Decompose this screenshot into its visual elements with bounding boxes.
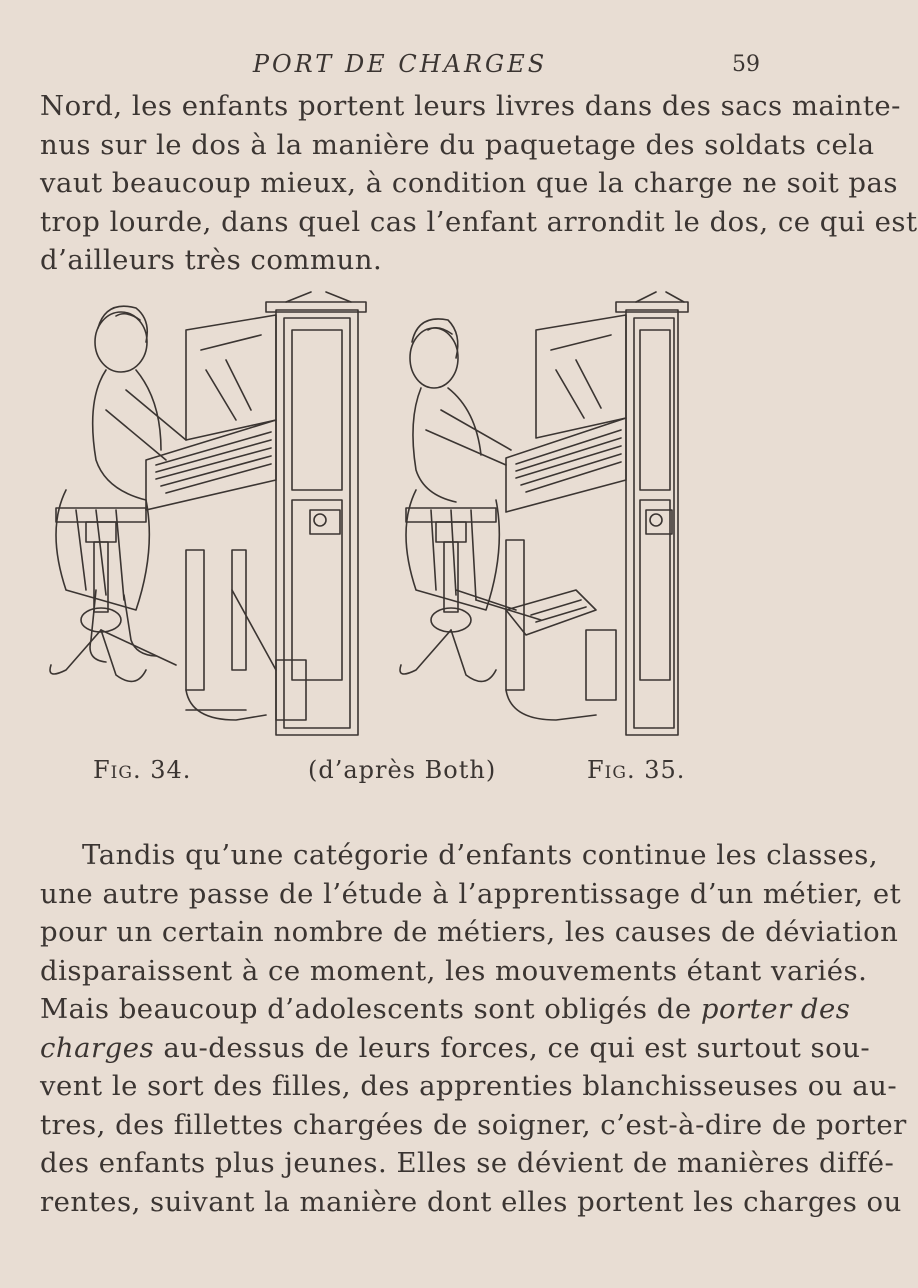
caption-fig-35: Fig. 35. xyxy=(587,756,686,784)
piano-figures-drawing xyxy=(36,290,728,750)
text-line: rentes, suivant la manière dont elles portent les charges ou xyxy=(40,1185,902,1218)
text-line: vaut beaucoup mieux, à condition que la charge ne soit pas xyxy=(40,167,898,199)
text-line: d’ailleurs très commun. xyxy=(40,244,383,276)
text-line xyxy=(40,990,851,1029)
page-header xyxy=(40,46,760,82)
paragraph-2 xyxy=(40,836,907,1221)
text-line: des enfants plus jeunes. Elles se dévient de manières diffé- xyxy=(40,1147,895,1179)
text-segment: Mais beaucoup d’adolescents sont obligés de xyxy=(40,993,701,1025)
caption-fig-34: Fig. 34. xyxy=(93,756,192,784)
text-line: nus sur le dos à la manière du paquetage des soldats cela xyxy=(40,128,875,161)
text-line: tres, des fillettes chargées de soigner, c’est-à-dire de porter xyxy=(40,1108,907,1141)
text-line: une autre passe de l’étude à l’apprentissage d’un métier, et xyxy=(40,877,902,910)
figure-34-drawing xyxy=(50,292,366,735)
text-segment: au-dessus de leurs forces, ce qui est surtout sou- xyxy=(154,1031,871,1064)
text-line: trop lourde, dans quel cas l’enfant arrondit le dos, ce qui est xyxy=(40,205,918,238)
paragraph-1 xyxy=(40,87,918,280)
caption-attribution: (d’après Both) xyxy=(308,756,497,784)
text-line: pour un certain nombre de métiers, les causes de déviation xyxy=(40,916,899,948)
page-number: 59 xyxy=(732,52,760,77)
text-line: Nord, les enfants portent leurs livres dans des sacs mainte- xyxy=(40,90,901,122)
text-line: Tandis qu’une catégorie d’enfants continue les classes, xyxy=(82,839,879,871)
running-title: PORT DE CHARGES xyxy=(252,50,548,78)
text-line: disparaissent à ce moment, les mouvements étant variés. xyxy=(40,954,868,987)
italic-text: charges xyxy=(40,1031,155,1064)
figure-caption xyxy=(40,756,762,790)
text-line xyxy=(40,1029,871,1068)
italic-text: porter des xyxy=(700,993,851,1025)
text-line: vent le sort des filles, des apprenties blanchisseuses ou au- xyxy=(40,1070,898,1102)
piano-illustration xyxy=(36,290,728,750)
figure-35-drawing xyxy=(400,292,688,735)
